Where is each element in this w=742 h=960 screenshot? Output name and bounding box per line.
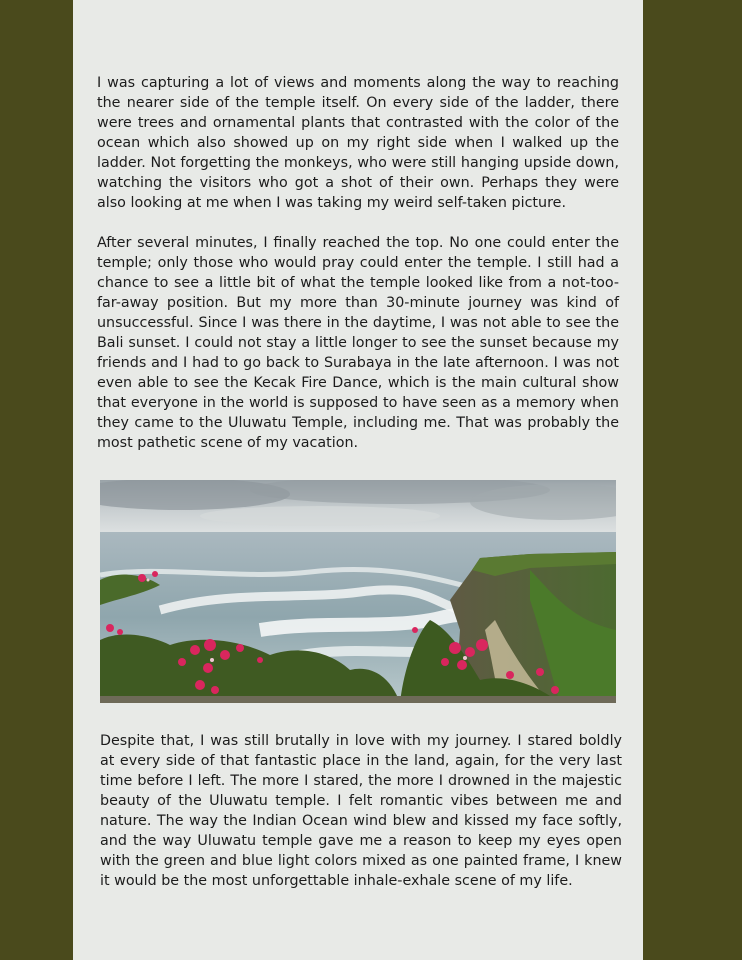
page	[73, 0, 643, 960]
paragraph-1: I was capturing a lot of views and moments along the way to reaching the nearer side of the temple itself. On every side of the ladder, there were trees and ornamental plants that contrasted with the color of the ocean which also showed up on my right side when I walked up the ladder. Not forgetting the monkeys, who were still hanging upside down, watching the visitors who got a shot of their own. Perhaps they were also looking at me when I was taking my weird self-taken picture.	[97, 75, 619, 211]
paragraph-3: Despite that, I was still brutally in love with my journey. I stared boldly at every side of that fantastic place in the land, again, for the very last time before I left. The more I stared, the more I drowned in the majestic beauty of the Uluwatu temple. I felt romantic vibes between me and nature. The way the Indian Ocean wind blew and kissed my face softly, and the way Uluwatu temple gave me a reason to keep my eyes open with the green and blue light colors mixed as one painted frame, I knew it would be the most unforgettable inhale-exhale scene of my life.	[100, 733, 622, 889]
cliff-ocean-photo	[100, 480, 616, 703]
paragraph-2: After several minutes, I finally reached the top. No one could enter the temple; only those who would pray could enter the temple. I still had a chance to see a little bit of what the temple looked like from a not-too-far-away position. But my more than 30-minute journey was kind of unsuccessful. Since I was there in the daytime, I was not able to see the Bali sunset. I could not stay a little longer to see the sunset because my friends and I had to go back to Surabaya in the late afternoon. I was not even able to see the Kecak Fire Dance, which is the main cultural show that everyone in the world is supposed to have seen as a memory when they came to the Uluwatu Temple, including me. That was probably the most pathetic scene of my vacation.	[97, 235, 619, 451]
